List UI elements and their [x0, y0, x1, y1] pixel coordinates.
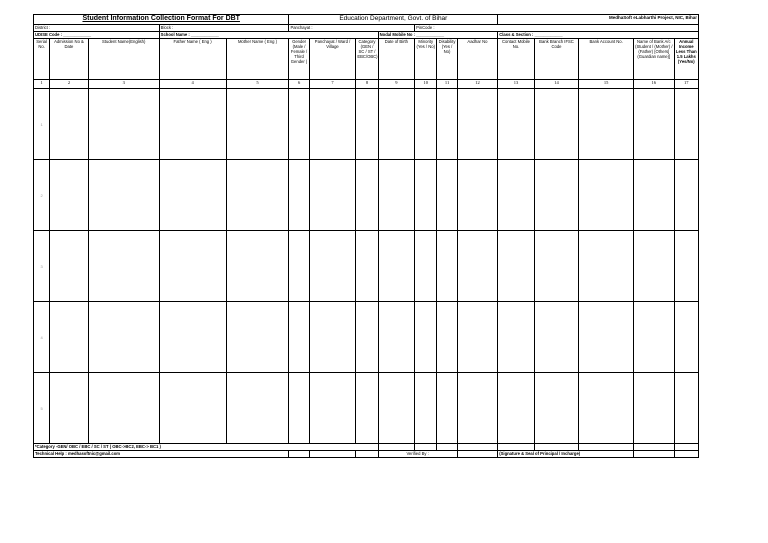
col-number: 2 [50, 80, 89, 89]
serial-cell[interactable] [34, 302, 50, 373]
col-number: 10 [415, 80, 437, 89]
dbt-form-sheet [33, 14, 699, 458]
col-header-minority: Minority (Yes / No) [415, 39, 437, 80]
col-number: 5 [226, 80, 289, 89]
nodal-mobile-field[interactable]: Nodal Mobile No : ____________ [378, 32, 498, 39]
col-header-account: Bank Account No. [579, 39, 634, 80]
row-marker: 2 [40, 193, 43, 198]
col-header-admission: Admission No & Date [50, 39, 89, 80]
col-header-mobile: Contact Mobile No. [498, 39, 534, 80]
col-header-mother-name: Mother Name ( Eng ) [226, 39, 289, 80]
pincode-field[interactable]: PinCode : [415, 25, 699, 32]
signature-row [34, 451, 699, 458]
table-row[interactable] [34, 89, 699, 160]
col-number: 6 [289, 80, 309, 89]
col-header-serial: Serial No. [34, 39, 50, 80]
technical-help: Technical Help : medhasoftnic@gmail.com [34, 451, 289, 458]
col-number: 12 [457, 80, 498, 89]
serial-cell[interactable] [34, 373, 50, 444]
col-number: 7 [309, 80, 356, 89]
col-number: 14 [534, 80, 579, 89]
form-table [33, 14, 699, 458]
block-field[interactable]: Block : [159, 25, 289, 32]
col-number: 15 [579, 80, 634, 89]
col-number: 17 [674, 80, 698, 89]
col-number: 8 [356, 80, 378, 89]
column-header-row [34, 39, 699, 80]
col-number: 11 [437, 80, 457, 89]
district-field[interactable]: District : [34, 25, 160, 32]
row-marker: 5 [40, 406, 43, 411]
table-row[interactable] [34, 302, 699, 373]
form-title: Student Information Collection Format For DBT [34, 15, 289, 25]
school-name-field[interactable]: School Name : ____________ [159, 32, 378, 39]
category-note: *Category -GEN/ OBC / EBC / SC / ST ( OBC->BC2, EBC-> BC1 ) [34, 444, 379, 451]
panchayat-field[interactable]: Panchayat : [289, 25, 415, 32]
col-number: 4 [159, 80, 226, 89]
udise-code-field[interactable]: UDISE Code : ____________ [34, 32, 160, 39]
col-number: 3 [88, 80, 159, 89]
col-header-father-name: Father Name ( Eng ) [159, 39, 226, 80]
class-section-field[interactable]: Class & Section : ____________ [498, 32, 699, 39]
department-name: Education Department, Govt. of Bihar [289, 15, 498, 25]
col-header-dob: Date of Birth [378, 39, 414, 80]
row-marker: 1 [40, 122, 43, 127]
col-number: 13 [498, 80, 534, 89]
serial-cell[interactable] [34, 89, 50, 160]
col-number: 9 [378, 80, 414, 89]
serial-cell[interactable] [34, 160, 50, 231]
col-number: 16 [634, 80, 675, 89]
serial-cell[interactable] [34, 231, 50, 302]
table-row[interactable] [34, 373, 699, 444]
principal-signature[interactable]: (Signature & Seal of Principal / Incharge) [498, 451, 634, 458]
col-header-aadhar: Aadhar No [457, 39, 498, 80]
row-marker: 4 [40, 335, 43, 340]
project-credit: MedhaSoft eLabharthi Project, NIC, Bihar [498, 15, 699, 25]
col-header-category: Category (GEN / SC / ST / EBC/OBC) [356, 39, 378, 80]
col-header-ifsc: Bank Branch IFSC Code [534, 39, 579, 80]
col-number: 1 [34, 80, 50, 89]
col-header-income: Annual Income Less Than 1.5 Lakhs (Yes/No) [674, 39, 698, 80]
table-row[interactable] [34, 231, 699, 302]
row-marker: 3 [40, 264, 43, 269]
col-header-panchayat: Panchayat / Ward / Village [309, 39, 356, 80]
col-header-account-holder: Name of Bank A/c (Student / (Mother) / (Father) [Others](Guardian name)] [634, 39, 675, 80]
column-number-row [34, 80, 699, 89]
col-header-gender: Gender (Male / Female / Third Gender ) [289, 39, 309, 80]
table-row[interactable] [34, 160, 699, 231]
category-note-row [34, 444, 699, 451]
col-header-disability: Disability (Yes / No) [437, 39, 457, 80]
verified-by[interactable]: Verified By : [378, 451, 457, 458]
col-header-student-name: Student Name(English) [88, 39, 159, 80]
